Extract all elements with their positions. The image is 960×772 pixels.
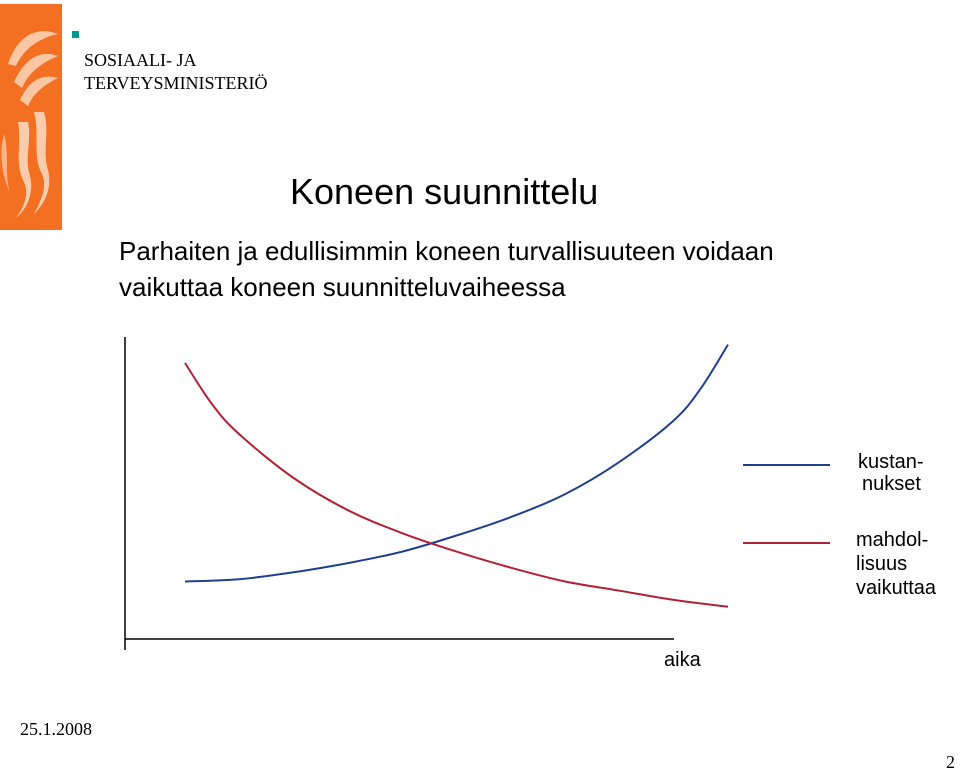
legend-label-costs: nukset bbox=[862, 473, 921, 495]
legend-label-influence: mahdol- bbox=[856, 529, 929, 551]
legend-label-influence: vaikuttaa bbox=[856, 577, 937, 599]
organization-name: TERVEYSMINISTERIÖ bbox=[84, 73, 268, 93]
series-line-influence bbox=[185, 363, 728, 607]
organization-name: SOSIAALI- JA bbox=[84, 50, 197, 70]
legend-label-influence: lisuus bbox=[856, 553, 908, 575]
footer-date: 25.1.2008 bbox=[20, 719, 92, 739]
slide-title: Koneen suunnittelu bbox=[290, 171, 599, 212]
x-axis-label: aika bbox=[664, 649, 701, 671]
slide-subtitle: vaikuttaa koneen suunnitteluvaiheessa bbox=[119, 272, 566, 302]
series-line-costs bbox=[185, 345, 728, 582]
page-number: 2 bbox=[946, 752, 955, 772]
legend-label-costs: kustan- bbox=[858, 451, 924, 473]
slide-subtitle: Parhaiten ja edullisimmin koneen turvallisuuteen voidaan bbox=[119, 236, 774, 266]
